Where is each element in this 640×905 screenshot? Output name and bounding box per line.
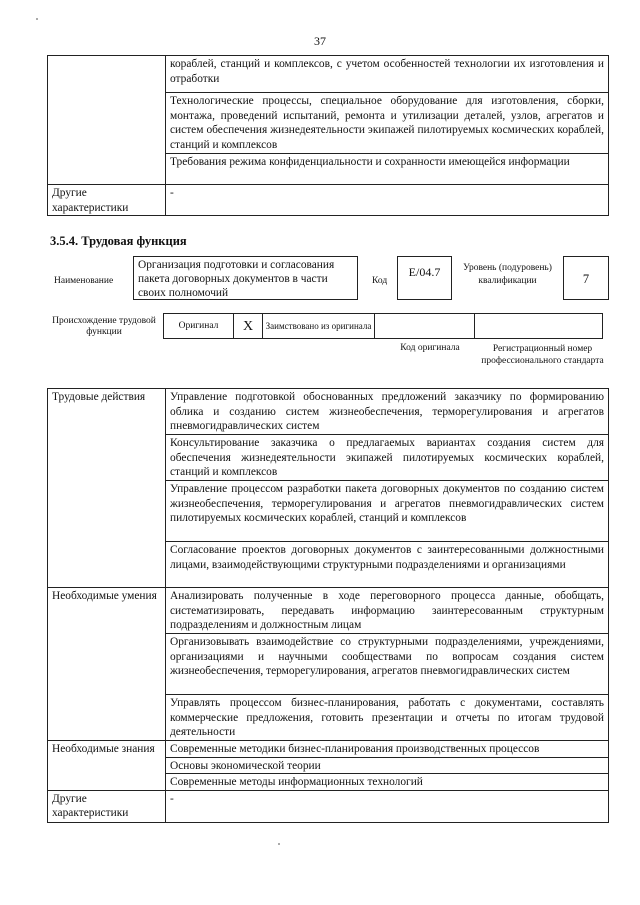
row-label: Необходимые умения (48, 588, 166, 741)
table-cell: Современные методы информационных технологий (166, 774, 609, 791)
table-row (48, 389, 609, 435)
table-row (164, 314, 603, 339)
original-label: Оригинал (164, 314, 234, 339)
top-table (47, 55, 609, 216)
table-cell: - (166, 790, 609, 822)
origin-table (163, 313, 603, 339)
origin-label: Происхождение трудовой функции (52, 316, 156, 337)
reg-number-cell (475, 314, 603, 339)
section-title: 3.5.4. Трудовая функция (50, 234, 187, 248)
reg-number-label: Регистрационный номер профессионального стандарта (481, 344, 604, 366)
table-cell: Консультирование заказчика о предлагаемых вариантах создания систем для обеспечения жизнедеятельности экипажей пилотируемых космических кораблей, станций и комплексов (166, 435, 609, 481)
page-number: 37 (314, 34, 326, 48)
main-table (47, 388, 609, 823)
scan-mark (36, 18, 38, 20)
borrowed-label: Заимствовано из оригинала (263, 314, 375, 339)
table-cell: Требования режима конфиденциальности и сохранности имеющейся информации (166, 154, 609, 185)
level-label: Уровень (подуровень) квалификации (463, 263, 552, 286)
row-label: Трудовые действия (48, 389, 166, 588)
origin-code-label: Код оригинала (400, 343, 460, 353)
table-cell: Анализировать полученные в ходе переговорного процесса данные, обобщать, систематизировать, передавать информацию заинтересованным структурным подразделениям и должностным лицам (166, 588, 609, 634)
original-mark: X (234, 314, 263, 339)
row-label: Необходимые знания (48, 741, 166, 791)
function-name-box: Организация подготовки и согласования пакета договорных документов в части своих полномочий (133, 256, 358, 300)
table-cell: Управление процессом разработки пакета договорных документов по созданию систем жизнеобеспечения, терморегулирования и агрегатов пневмогидравлических систем пилотируемых космических кораблей, станций и комплексов (166, 481, 609, 542)
table-cell: - (166, 185, 609, 216)
table-cell: кораблей, станций и комплексов, с учетом особенностей технологии их изготовления и отработки (166, 56, 609, 93)
level-box: 7 (563, 256, 609, 300)
row-label: Другие характеристики (48, 790, 166, 822)
table-cell: Управление подготовкой обоснованных предложений заказчику по формированию облика и созданию систем жизнеобеспечения, терморегулирования и агрегатов пневмогидравлических систем (166, 389, 609, 435)
table-cell: Согласование проектов договорных документов с заинтересованными должностными лицами, взаимодействующими структурными подразделениями и организациями (166, 542, 609, 588)
row-label: Другие характеристики (48, 185, 166, 216)
row-label (48, 56, 166, 185)
table-cell: Основы экономической теории (166, 757, 609, 774)
table-row (48, 790, 609, 822)
code-label: Код (372, 276, 388, 286)
table-cell: Современные методики бизнес-планирования производственных процессов (166, 741, 609, 758)
code-box: E/04.7 (397, 256, 452, 300)
table-row (48, 741, 609, 758)
name-label: Наименование (54, 276, 114, 286)
table-cell: Технологические процессы, специальное оборудование для изготовления, сборки, монтажа, проведений испытаний, ремонта и утилизации деталей, узлов, агрегатов и систем обеспечения жизнедеятельности экипажей пилотируемых космических кораблей, станций и комплексов (166, 93, 609, 154)
table-row (48, 588, 609, 634)
table-row (48, 185, 609, 216)
table-cell: Организовывать взаимодействие со структурными подразделениями, учреждениями, организациями и научными сообществами по вопросам создания систем жизнеобеспечения, терморегулирования, агрегатов пневмогидравлических систем (166, 634, 609, 695)
origin-code-cell (375, 314, 475, 339)
table-cell: Управлять процессом бизнес-планирования, работать с документами, составлять коммерческие предложения, готовить презентации и отчеты по итогам трудовой деятельности (166, 695, 609, 741)
table-row (48, 56, 609, 93)
scan-mark (278, 843, 280, 845)
